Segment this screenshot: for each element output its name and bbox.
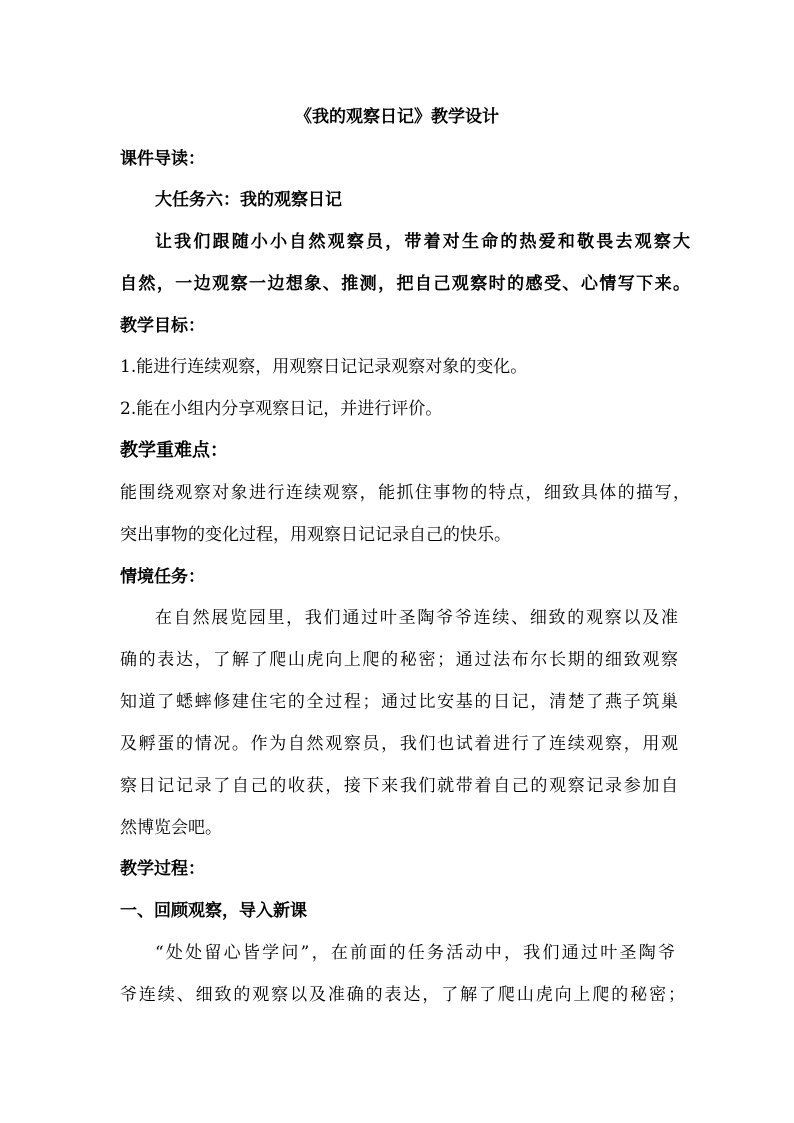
- key-points-line-2: 突出事物的变化过程，用观察日记记录自己的快乐。: [120, 525, 511, 545]
- process-heading: 教学过程：: [120, 859, 205, 879]
- intro-line-1: 让我们跟随小小自然观察员，带着对生命的热爱和敬畏去观察大: [155, 232, 690, 252]
- scenario-line-4: 及孵蛋的情况。作为自然观察员，我们也试着进行了连续观察，用观: [120, 734, 678, 754]
- section-one-heading: 一、回顾观察，导入新课: [120, 901, 307, 921]
- scenario-line-5: 察日记记录了自己的收获，接下来我们就带着自己的观察记录参加自: [120, 776, 678, 796]
- scenario-line-1: 在自然展览园里，我们通过叶圣陶爷爷连续、细致的观察以及准: [155, 608, 678, 628]
- document-title: 《我的观察日记》教学设计: [295, 107, 499, 127]
- scenario-line-3: 知道了蟋蟀修建住宅的全过程；通过比安基的日记，清楚了燕子筑巢: [120, 692, 678, 712]
- section-one-line-1: “处处留心皆学问”，在前面的任务活动中，我们通过叶圣陶爷: [155, 943, 675, 963]
- key-points-heading: 教学重难点：: [120, 440, 228, 461]
- intro-line-2: 自然，一边观察一边想象、推测，把自己观察时的感受、心情写下来。: [120, 274, 690, 294]
- goals-heading: 教学目标：: [120, 316, 205, 336]
- goal-item-2: 2.能在小组内分享观察日记，并进行评价。: [120, 399, 443, 419]
- scenario-line-2: 确的表达，了解了爬山虎向上爬的秘密；通过法布尔长期的细致观察: [120, 650, 678, 670]
- section-one-line-2: 爷连续、细致的观察以及准确的表达，了解了爬山虎向上爬的秘密；: [120, 985, 685, 1005]
- task-title: 大任务六：我的观察日记: [155, 190, 342, 210]
- courseware-heading: 课件导读：: [120, 149, 205, 169]
- key-points-line-1: 能围绕观察对象进行连续观察，能抓住事物的特点，细致具体的描写，: [120, 483, 690, 503]
- scenario-line-6: 然博览会吧。: [120, 818, 222, 838]
- goal-item-1: 1.能进行连续观察，用观察日记记录观察对象的变化。: [120, 357, 528, 377]
- scenario-heading: 情境任务：: [120, 567, 205, 587]
